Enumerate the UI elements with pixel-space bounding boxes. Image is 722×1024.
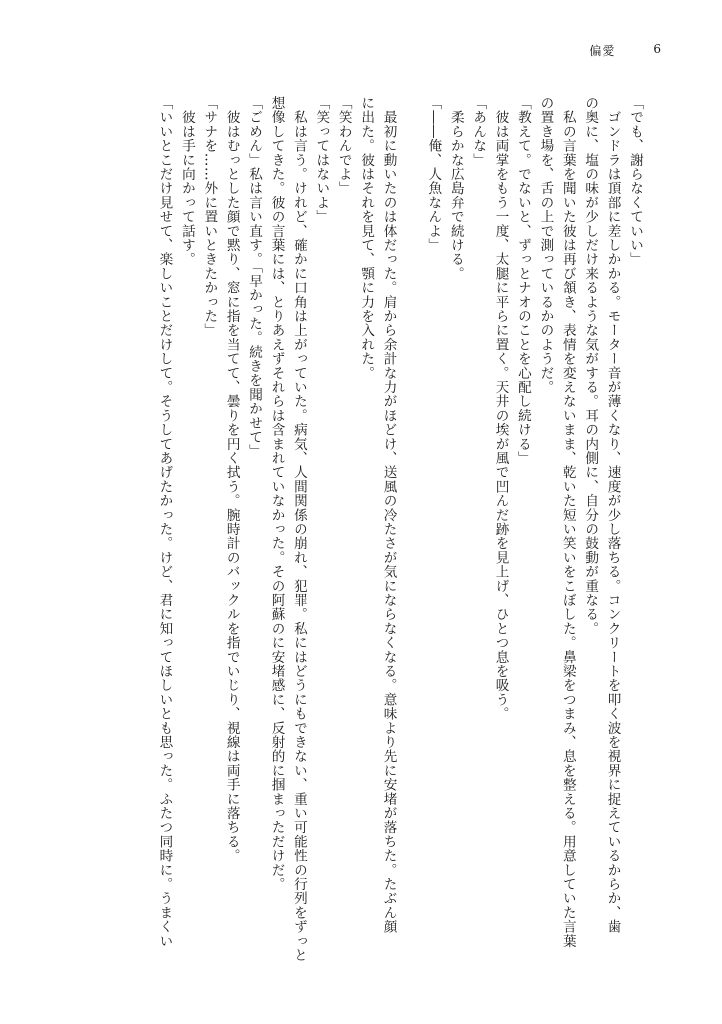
- text-line: 「ごめん」私は言い直す。「早かった。続きを聞かせて」: [246, 96, 263, 459]
- text-line: 「でも、謝らなくていい」: [627, 96, 643, 267]
- text-line: 「笑ってはないよ」: [313, 96, 330, 224]
- text-line: の奥に、塩の味が少しだけ来るような気がする。耳の内側に、自分の鼓動が重なる。: [582, 96, 599, 636]
- text-line: ゴンドラは頂部に差しかかる。モーター音が薄くなり、速度が少し落ちる。コンクリートを叩く波を視界に捉えているからか、歯: [604, 96, 621, 934]
- text-line: 「――俺、人魚なんよ」: [425, 96, 442, 253]
- text-line: 「あんな」: [470, 96, 487, 167]
- section-break: [400, 96, 422, 976]
- text-line: 「サナを……外に置いときたかった」: [201, 96, 218, 338]
- running-header: [589, 42, 662, 59]
- text-line: 柔らかな広島弁で続ける。: [447, 96, 464, 281]
- text-line: 想像してきた。彼の言葉には、とりあえずそれらは含まれていなかった。その阿蘇のに安堵感に、反射的に掴まっただけだ。: [268, 96, 285, 892]
- page-number: 6: [653, 42, 662, 56]
- text-line: 彼は両掌をもう一度、太腿に平らに置く。天井の埃が風で凹んだ跡を見上げ、ひとつ息を吸う。: [492, 96, 509, 721]
- text-line: に出た。彼はそれを見て、顎に力を入れた。: [358, 96, 375, 380]
- text-line: 最初に動いたのは体だった。肩から余計な力がほどけ、送風の冷たさが気にならなくなる。意味より先に安堵が落ちた。たぶん顔: [380, 96, 397, 934]
- text-line: 私の言葉を聞いた彼は再び頷き、表情を変えないまま、乾いた短い笑いをこぼした。鼻梁をつまみ、息を整える。用意していた言葉: [559, 96, 576, 948]
- text-line: の置き場を、舌の上で測っているかのようだ。: [537, 96, 554, 395]
- text-line: 「笑わんでよ」: [335, 96, 352, 196]
- text-line: 「教えて。でないと、ずっとナオのことを心配し続ける」: [514, 96, 531, 466]
- text-line: 彼は手に向かって話す。: [178, 96, 195, 267]
- text-line: 彼はむっとした顔で黙り、窓に指を当てて、曇りを円く拭う。腕時計のバックルを指でいじり、視線は両手に落ちる。: [223, 96, 240, 863]
- book-title: 偏愛: [589, 44, 616, 58]
- text-line: 「いいとこだけ見せて、楽しいことだけして。そうしてあげたかった。けど、君に知ってほしいとも思った。ふたつ同時に。うまくい: [156, 96, 173, 948]
- vertical-body-text: [108, 96, 646, 976]
- text-line: 私は言う。けれど、確かに口角は上がっていた。病気、人間関係の崩れ、犯罪。私にはどうにもできない、重い可能性の行列をずっと: [290, 96, 307, 963]
